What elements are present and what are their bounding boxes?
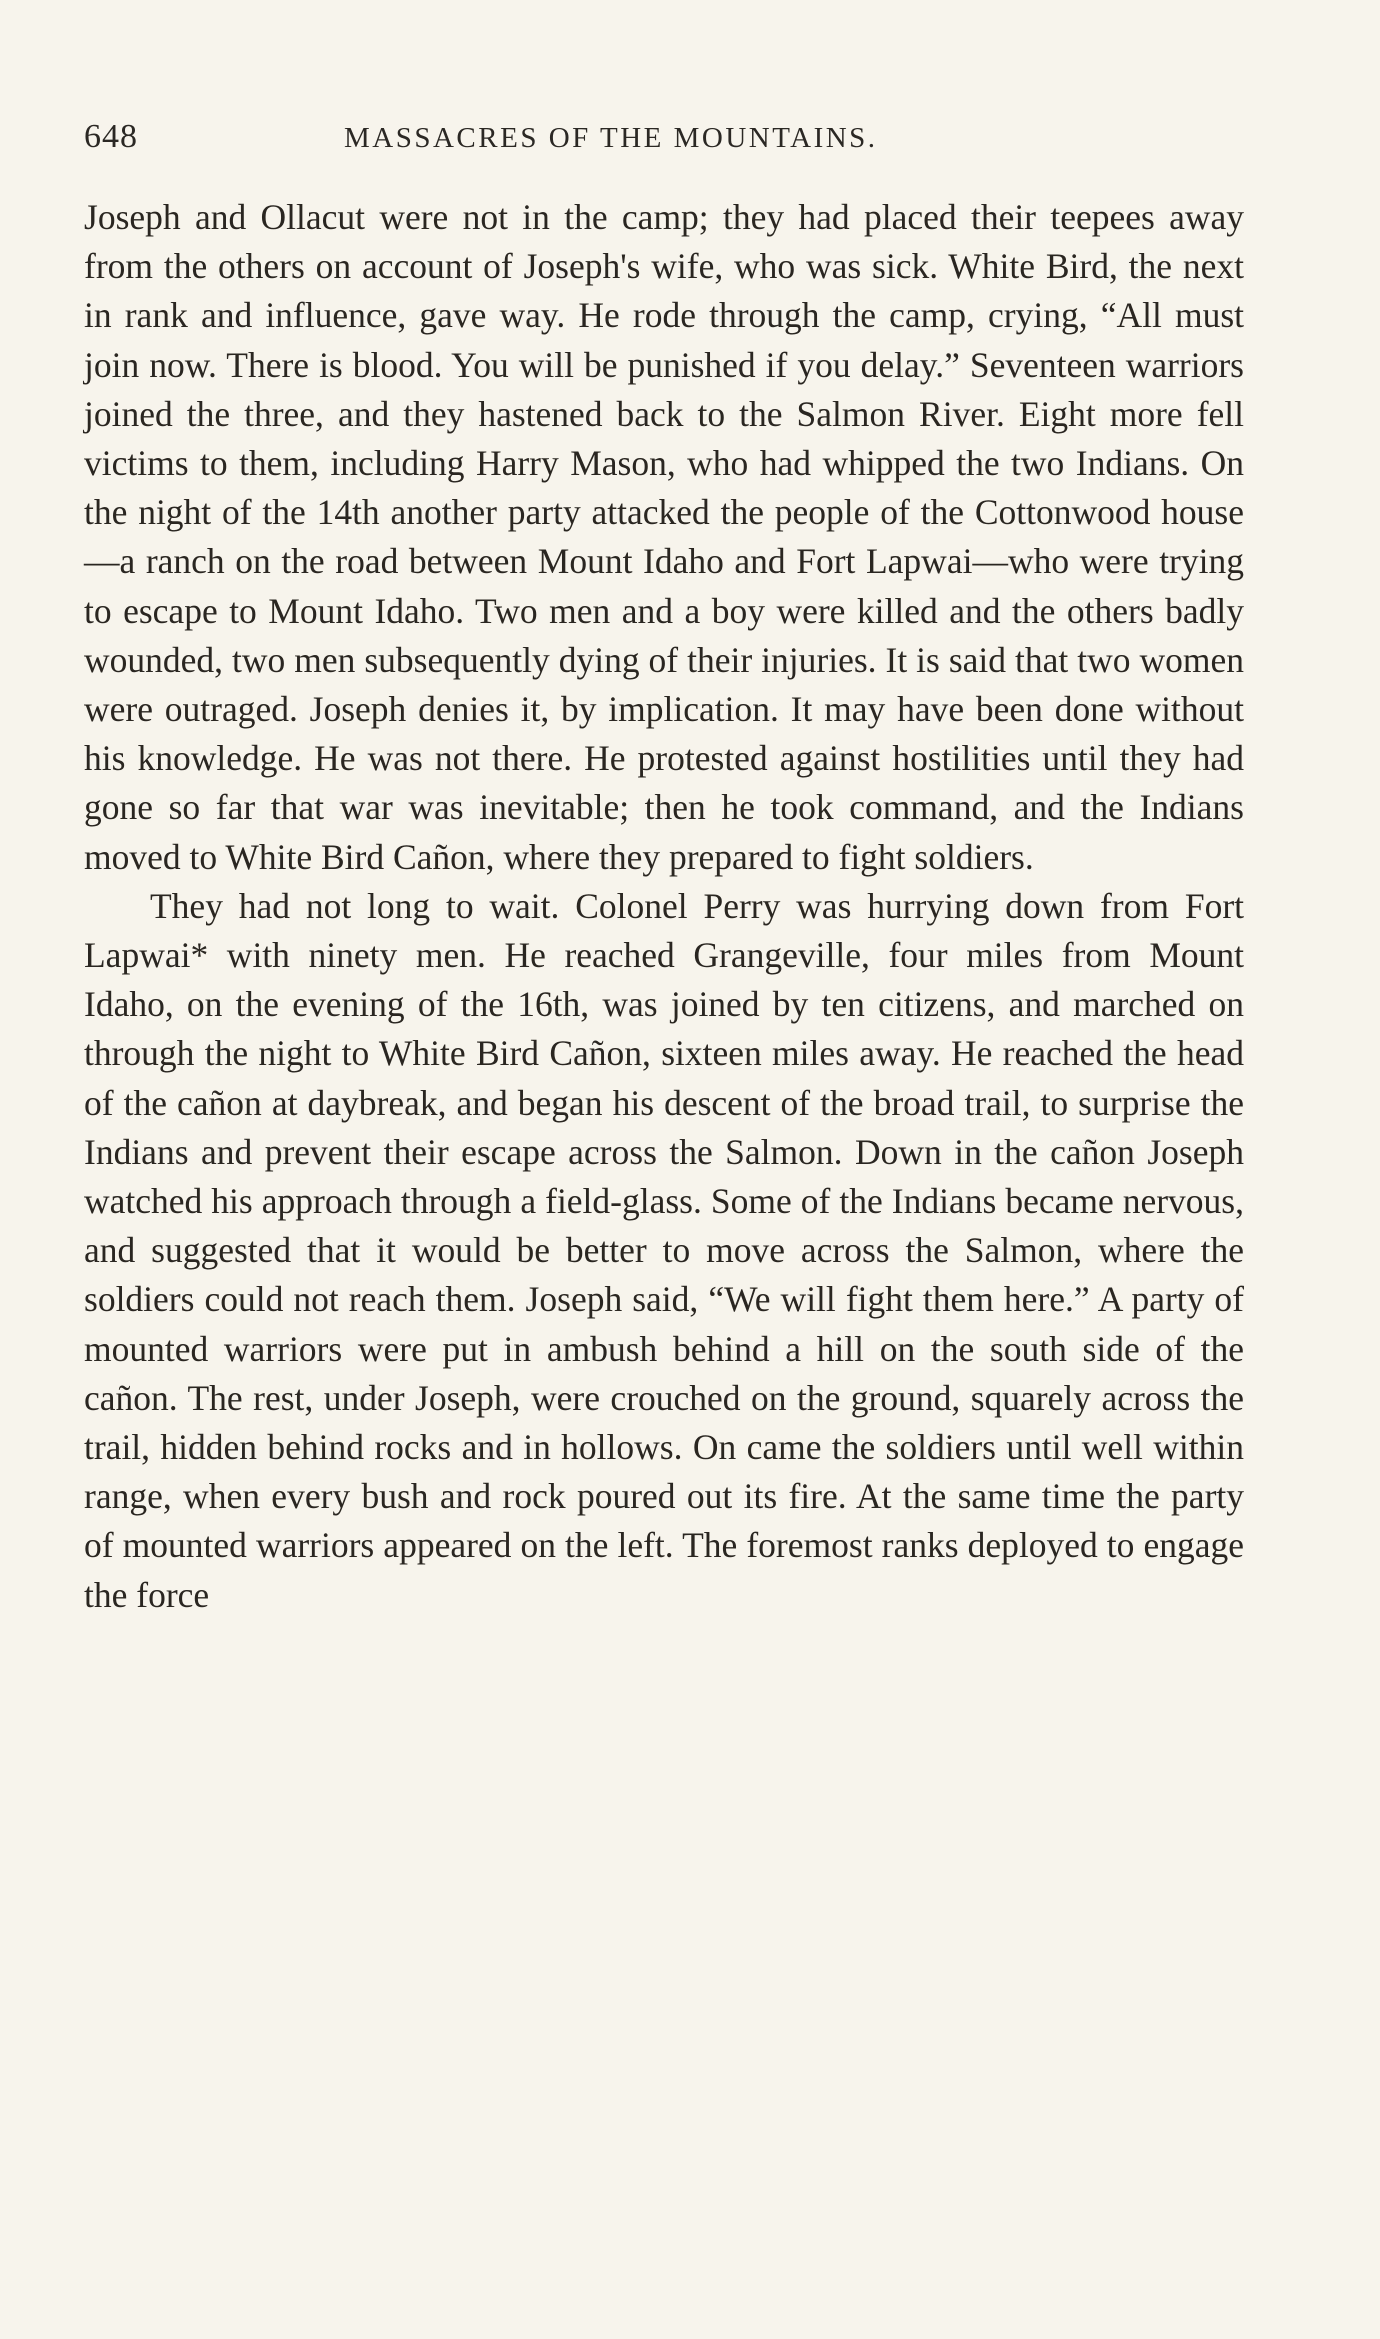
paragraph-2: They had not long to wait. Colonel Perry was hurrying down from Fort Lapwai* with ninety men. He reached Grangeville, four miles from Mount Idaho, on the evening of the 16th, was joined by ten citizens, and marched on through the night to White Bird Cañon, sixteen miles away. He reached the head of the cañon at daybreak, and began his descent of the broad trail, to surprise the Indians and prevent their escape across the Salmon. Down in the cañon Joseph watched his approach through a field-glass. Some of the Indians became nervous, and suggested that it would be better to move across the Salmon, where the soldiers could not reach them. Joseph said, “We will fight them here.” A party of mounted warriors were put in ambush behind a hill on the south side of the cañon. The rest, under Joseph, were crouched on the ground, squarely across the trail, hidden behind rocks and in hollows. On came the soldiers until well within range, when every bush and rock poured out its fire. At the same time the party of mounted warriors appeared on the left. The foremost ranks deployed to engage the force xyxy=(84,885,1244,1615)
paragraph-1: Joseph and Ollacut were not in the camp; they had placed their teepees away from the others on account of Joseph's wife, who was sick. White Bird, the next in rank and influence, gave way. He rode through the camp, crying, “All must join now. There is blood. You will be punished if you delay.” Seventeen warriors joined the three, and they hastened back to the Salmon River. Eight more fell victims to them, including Harry Mason, who had whipped the two Indians. On the night of the 14th another party attacked the people of the Cottonwood house—a ranch on the road between Mount Idaho and Fort Lapwai—who were trying to escape to Mount Idaho. Two men and a boy were killed and the others badly wounded, two men subsequently dying of their injuries. It is said that two women were outraged. Joseph denies it, by implication. It may have been done without his knowledge. He was not there. He protested against hostilities until they had gone so far that war was inevitable; then he took command, and the Indians moved to White Bird Cañon, where they prepared to fight soldiers. xyxy=(84,197,1244,877)
body-text xyxy=(84,193,1244,1620)
running-title: MASSACRES OF THE MOUNTAINS. xyxy=(344,122,878,154)
page-number: 648 xyxy=(84,118,138,155)
running-head xyxy=(84,118,1244,168)
